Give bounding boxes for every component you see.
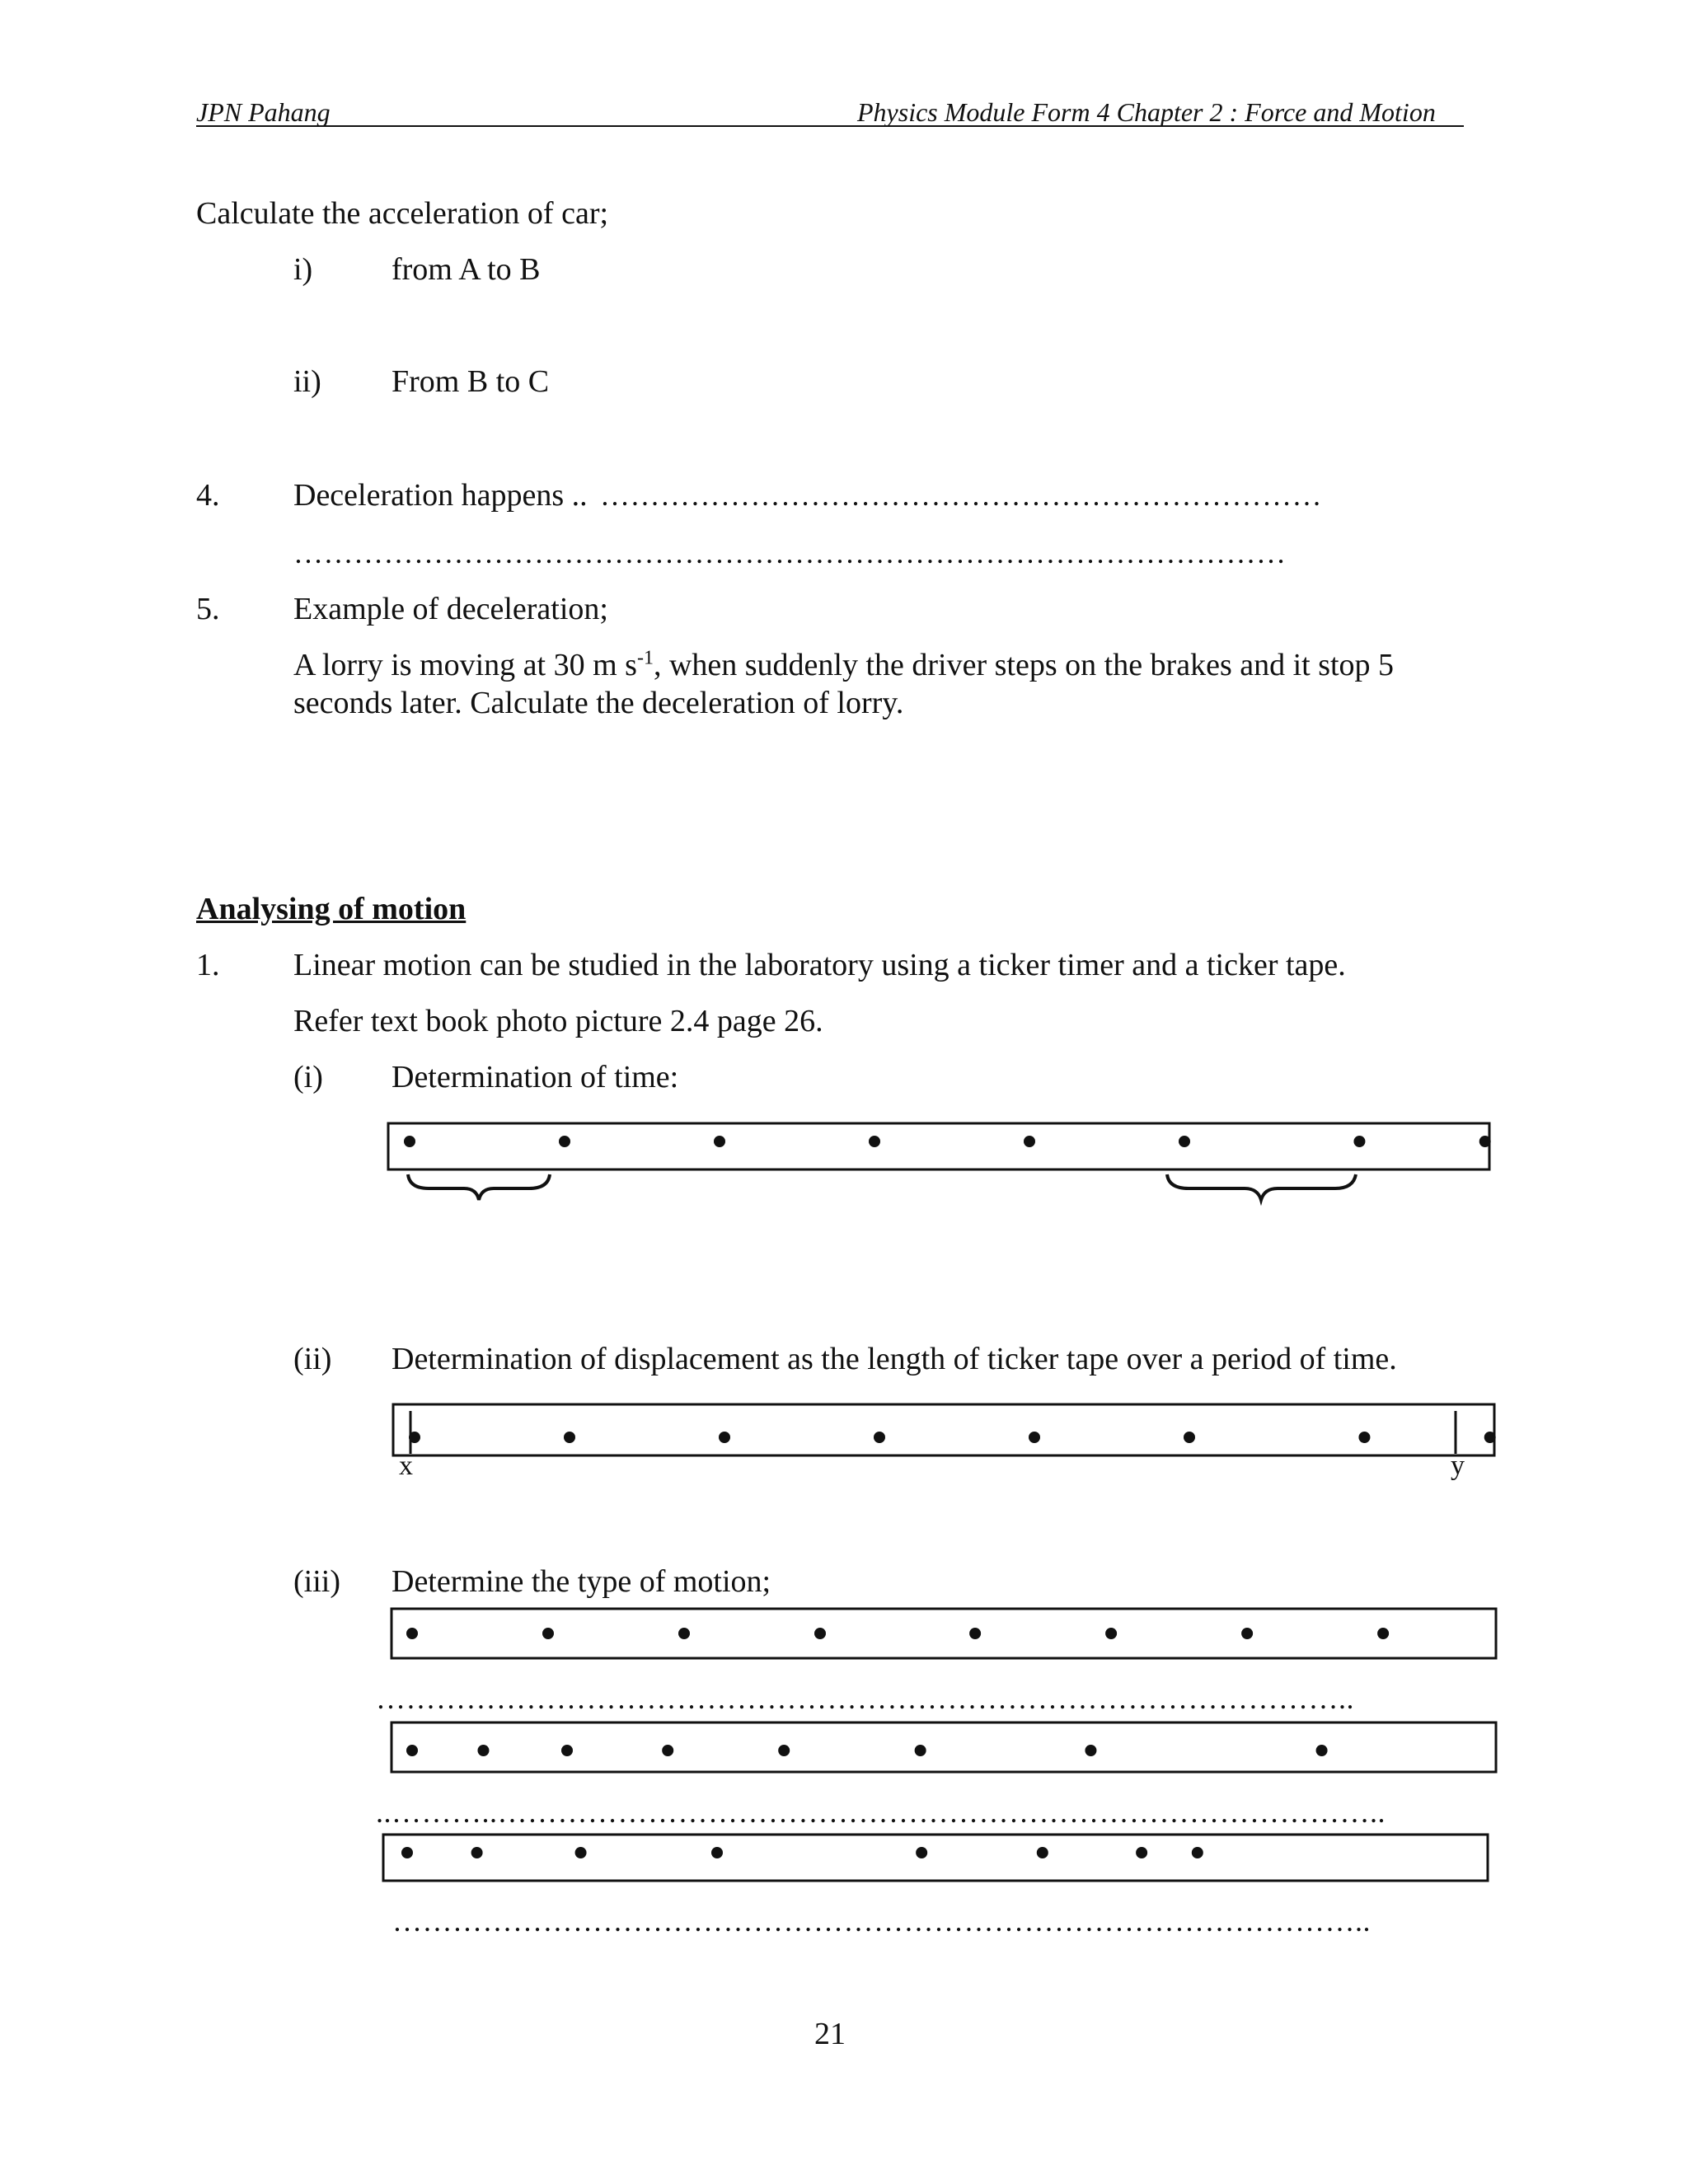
tape-decelerating-dots <box>401 1847 1203 1858</box>
tape-uniform-dot-8 <box>1377 1628 1389 1639</box>
tape-decelerating-outline <box>383 1835 1488 1881</box>
tape-time-dot-3 <box>714 1136 725 1147</box>
tape-uniform-dot-7 <box>1241 1628 1253 1639</box>
tape-uniform-dot-1 <box>406 1628 418 1639</box>
header-left: JPN Pahang <box>196 97 331 127</box>
ticker-tape-accelerating <box>391 1721 1498 1775</box>
tape-decelerating-dot-6 <box>1037 1847 1048 1858</box>
tape-accelerating-dot-3 <box>561 1745 573 1756</box>
item5-body-sup: -1 <box>636 647 654 669</box>
tape-time-dot-5 <box>1024 1136 1035 1147</box>
item4-text: Deceleration happens .. <box>293 478 588 513</box>
time-interval-brace-left <box>408 1174 550 1200</box>
ticker-tape-uniform <box>391 1607 1498 1661</box>
sub-iii-text: Determine the type of motion; <box>392 1564 771 1599</box>
analysing-heading: Analysing of motion <box>196 892 467 926</box>
ticker-tape-time <box>387 1121 1492 1212</box>
tape-accelerating-dot-2 <box>477 1745 489 1756</box>
answer-line-1: …………………………………………………………………………………….. <box>376 1682 1354 1715</box>
tape-decelerating-dot-2 <box>471 1847 483 1858</box>
tape-time-outline <box>388 1123 1489 1169</box>
tape-decelerating-dot-8 <box>1192 1847 1203 1858</box>
analysing-item1-number: 1. <box>196 948 220 982</box>
answer-line-2: ..………..…………………………………………………………………………….. <box>376 1796 1386 1829</box>
tape-displacement-dot-2 <box>564 1432 575 1443</box>
page-number: 21 <box>814 2017 846 2051</box>
header-right: Physics Module Form 4 Chapter 2 : Force and Motion <box>857 97 1436 127</box>
item5-body-post: , when suddenly the driver steps on the brakes and it stop 5 <box>653 648 1395 682</box>
ticker-tape-displacement <box>392 1403 1497 1460</box>
calc-item-i-label: i) <box>293 252 313 287</box>
item5-body-pre: A lorry is moving at 30 m s <box>293 648 637 682</box>
tape-uniform-dot-3 <box>678 1628 690 1639</box>
item5-number: 5. <box>196 592 220 626</box>
tape-uniform-dot-2 <box>542 1628 554 1639</box>
analysing-item1-reference: Refer text book photo picture 2.4 page 26. <box>293 1004 823 1038</box>
item5-title: Example of deceleration; <box>293 592 608 626</box>
marker-x-label: x <box>399 1451 413 1481</box>
tape-decelerating-dot-5 <box>916 1847 927 1858</box>
marker-y-label: y <box>1451 1451 1465 1481</box>
tape-decelerating-dot-3 <box>575 1847 587 1858</box>
tape-displacement-dot-8 <box>1484 1432 1496 1443</box>
tape-displacement-dot-7 <box>1358 1432 1370 1443</box>
tape-time-dot-7 <box>1353 1136 1365 1147</box>
tape-time-dot-8 <box>1479 1136 1491 1147</box>
item4-answer-blank-1: ……………………………………………………………… <box>600 479 1322 512</box>
ticker-tape-decelerating <box>382 1833 1490 1887</box>
tape-accelerating-dot-5 <box>778 1745 790 1756</box>
sub-iii-label: (iii) <box>293 1564 340 1599</box>
tape-uniform-dots <box>406 1628 1389 1639</box>
tape-uniform-outline <box>392 1609 1496 1658</box>
tape-accelerating-dot-4 <box>662 1745 673 1756</box>
tape-uniform-dot-5 <box>969 1628 981 1639</box>
calc-item-ii-text: From B to C <box>392 364 550 399</box>
tape-displacement-dot-4 <box>874 1432 885 1443</box>
sub-ii-text: Determination of displacement as the length of ticker tape over a period of time. <box>392 1342 1397 1376</box>
sub-i-label: (i) <box>293 1060 323 1094</box>
tape-displacement-dots <box>409 1432 1496 1443</box>
tape-decelerating-dot-7 <box>1136 1847 1147 1858</box>
sub-ii-label: (ii) <box>293 1342 332 1376</box>
tape-time-dot-2 <box>559 1136 570 1147</box>
calc-intro: Calculate the acceleration of car; <box>196 196 609 231</box>
tape-time-dot-1 <box>404 1136 415 1147</box>
tape-uniform-dot-4 <box>814 1628 826 1639</box>
time-interval-brace-right <box>1167 1174 1356 1200</box>
tape-time-dot-4 <box>869 1136 880 1147</box>
analysing-item1-text: Linear motion can be studied in the laboratory using a ticker timer and a ticker tape. <box>293 948 1346 982</box>
tape-displacement-dot-3 <box>719 1432 730 1443</box>
tape-displacement-dot-6 <box>1184 1432 1195 1443</box>
calc-item-i-text: from A to B <box>392 252 541 287</box>
item4-number: 4. <box>196 478 220 513</box>
tape-decelerating-dot-4 <box>711 1847 723 1858</box>
item5-body-line-2: seconds later. Calculate the deceleration of lorry. <box>293 686 904 720</box>
header-rule <box>196 125 1464 127</box>
sub-i-text: Determination of time: <box>392 1060 679 1094</box>
tape-displacement-outline <box>393 1404 1494 1455</box>
tape-accelerating-outline <box>392 1722 1496 1772</box>
tape-decelerating-dot-1 <box>401 1847 413 1858</box>
tape-accelerating-dots <box>406 1745 1328 1756</box>
calc-item-ii-label: ii) <box>293 364 321 399</box>
tape-displacement-dot-5 <box>1029 1432 1040 1443</box>
tape-time-dots <box>404 1136 1491 1147</box>
answer-line-3: …………………………………………………………………………………….. <box>392 1905 1371 1938</box>
tape-accelerating-dot-1 <box>406 1745 418 1756</box>
tape-time-dot-6 <box>1179 1136 1190 1147</box>
item4-answer-blank-2: ……………………………………………………………………………………… <box>293 537 1287 569</box>
tape-accelerating-dot-6 <box>915 1745 926 1756</box>
tape-accelerating-dot-8 <box>1316 1745 1328 1756</box>
item5-body-line-1 <box>293 646 1394 684</box>
tape-uniform-dot-6 <box>1105 1628 1117 1639</box>
tape-accelerating-dot-7 <box>1085 1745 1096 1756</box>
